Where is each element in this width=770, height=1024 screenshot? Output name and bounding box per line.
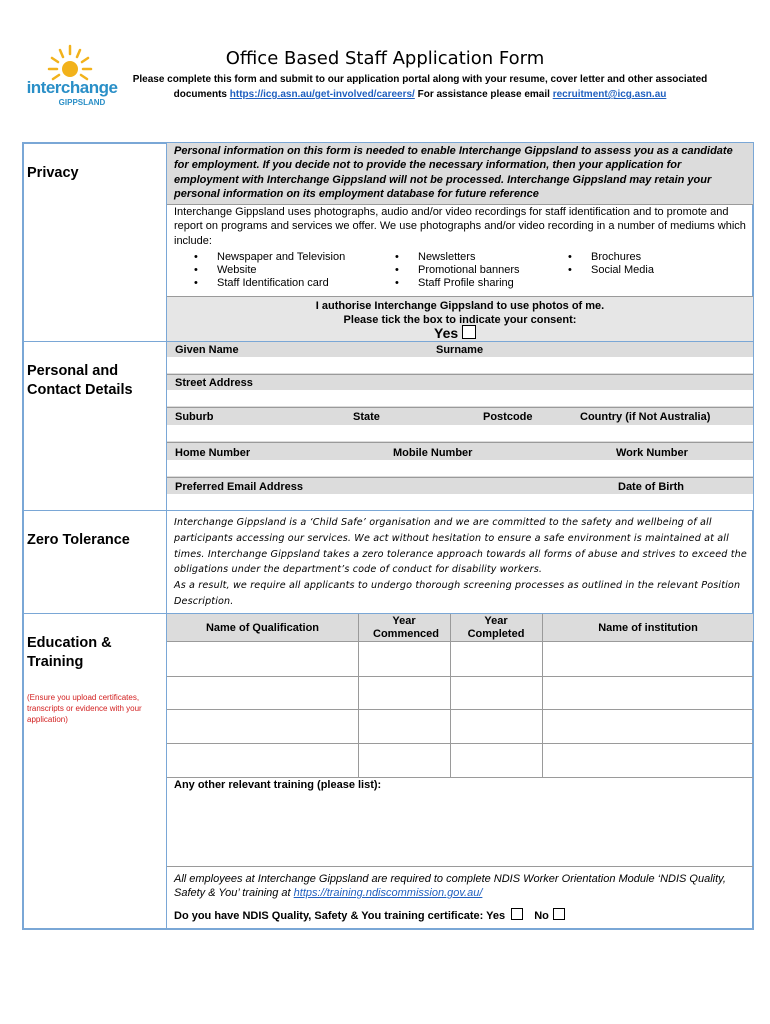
name-input[interactable] [167, 357, 753, 373]
intro-line1: Please complete this form and submit to our application portal along with your resume, cover letter and other associated [132, 74, 708, 85]
list-item: • Staff Identification card [190, 277, 370, 290]
street-label: Street Address [175, 377, 253, 389]
edu-col-divider [358, 614, 359, 777]
given-name-label: Given Name [175, 344, 239, 356]
ndis-no-label: No [534, 910, 549, 922]
qualification-cell[interactable] [168, 642, 357, 676]
email-label: Preferred Email Address [175, 481, 303, 493]
recruitment-email-link[interactable]: recruitment@icg.asn.au [552, 89, 667, 100]
email-input[interactable] [167, 494, 753, 510]
consent-line1: I authorise Interchange Gippsland to use photos of me. [315, 300, 605, 312]
list-item: • Promotional banners [391, 264, 561, 277]
surname-label: Surname [436, 344, 484, 356]
list-item: • Brochures [564, 251, 734, 264]
consent-line2: Please tick the box to indicate your consent: [343, 313, 577, 326]
ndis-divider [167, 866, 753, 867]
list-item: • Newspaper and Television [190, 251, 370, 264]
qualification-header: Name of Qualification [205, 622, 320, 634]
photo-consent [434, 325, 476, 341]
mobile-number-label: Mobile Number [393, 447, 473, 459]
zero-tolerance-paragraph: Interchange Gippsland is a ‘Child Safe’ organisation and we are committed to the safety and wellbeing of all participants accessing our services. We act without hesitation to ensure a safe environment is maintained at all times. Interchange Gippsland takes a zero tolerance approach towards all forms of abuse and strives to exceed the obligations under the department’s code of conduct for disability workers. [174, 517, 747, 576]
privacy-notice: Personal information on this form is needed to enable Interchange Gippsland to assess you as a candidate for employment. If you decide not to provide the necessary information, then your application for employment with Interchange Gippsland will not be processed. Interchange Gippsland may retain your personal information on its employment database for future reference [174, 145, 733, 201]
education-label [27, 634, 112, 672]
edu-col-divider [542, 614, 543, 777]
personal-separator [23, 510, 753, 511]
ndis-certificate-question [174, 908, 565, 922]
row-divider [167, 374, 753, 375]
other-training-input[interactable] [168, 795, 752, 865]
edu-row-divider [167, 777, 753, 778]
row-divider [167, 442, 753, 443]
page-title: Office Based Staff Application Form [225, 48, 545, 69]
personal-label-line2: Contact Details [27, 382, 133, 398]
ndis-requirement-text [174, 872, 734, 900]
photo-consent-checkbox[interactable] [462, 325, 476, 339]
education-label-line2: Training [27, 654, 84, 670]
media-list-1 [190, 251, 370, 290]
street-input[interactable] [167, 390, 753, 406]
careers-link[interactable]: https://icg.asn.au/get-involved/careers/ [229, 89, 415, 100]
zero-tolerance-paragraph-2: As a result, we require all applicants to undergo thorough screening processes as outlined in the relevant Position Description. [174, 580, 741, 607]
phone-input[interactable] [167, 460, 753, 476]
personal-label-line1: Personal and [27, 363, 119, 379]
logo-subtext: GIPPSLAND [58, 98, 106, 107]
suburb-label: Suburb [175, 411, 214, 423]
row-divider [167, 407, 753, 408]
column-divider [166, 143, 167, 929]
ndis-question-text: Do you have NDIS Quality, Safety & You training certificate: Yes [174, 910, 506, 922]
qualification-cell[interactable] [168, 710, 357, 743]
consent-text [167, 300, 753, 327]
edu-col-divider [450, 614, 451, 777]
year-completed-header: Year Completed [467, 615, 525, 640]
state-label: State [353, 411, 380, 423]
photo-consent-yes-label: Yes [434, 325, 459, 341]
suburb-input[interactable] [167, 425, 753, 441]
list-item: • Social Media [564, 264, 734, 277]
qualification-cell[interactable] [168, 744, 357, 777]
ndis-no-checkbox[interactable] [553, 908, 565, 920]
zero-tolerance-label: Zero Tolerance [27, 532, 130, 548]
institution-header: Name of institution [598, 622, 698, 634]
education-upload-note: (Ensure you upload certificates, transcripts or evidence with your application) [27, 693, 142, 724]
other-training-label: Any other relevant training (please list): [174, 779, 382, 791]
media-list-2 [391, 251, 561, 290]
list-item: • Website [190, 264, 370, 277]
list-item: • Staff Profile sharing [391, 277, 561, 290]
photos-usage-text: Interchange Gippsland uses photographs, audio and/or video recordings for staff identification and to promote and report on programs and services we offer. We use photographs and/or video recording in a number of mediums which include: [174, 206, 746, 247]
home-number-label: Home Number [175, 447, 251, 459]
row-divider [167, 477, 753, 478]
ndis-training-link[interactable]: https://training.ndiscommission.gov.au/ [293, 887, 483, 899]
intro-line2-start: documents [173, 89, 227, 100]
ndis-text: All employees at Interchange Gippsland are required to complete NDIS Worker Orientation Module ‘NDIS Quality, Safety & You’ training at [174, 873, 726, 899]
intro-line2-mid: For assistance please email [417, 89, 550, 100]
list-item: • Newsletters [391, 251, 561, 264]
year-commenced-header: Year Commenced [373, 615, 440, 640]
intro-text [110, 72, 730, 102]
country-label: Country (if Not Australia) [580, 411, 711, 423]
qualification-cell[interactable] [168, 677, 357, 709]
logo-wordmark: interchange [26, 78, 118, 97]
personal-label [27, 362, 133, 400]
privacy-label: Privacy [27, 165, 79, 181]
ndis-yes-checkbox[interactable] [511, 908, 523, 920]
dob-label: Date of Birth [618, 481, 684, 493]
zero-tolerance-text [174, 515, 748, 610]
postcode-label: Postcode [483, 411, 533, 423]
work-number-label: Work Number [616, 447, 688, 459]
education-label-line1: Education & [27, 635, 112, 651]
media-list-3 [564, 251, 734, 277]
